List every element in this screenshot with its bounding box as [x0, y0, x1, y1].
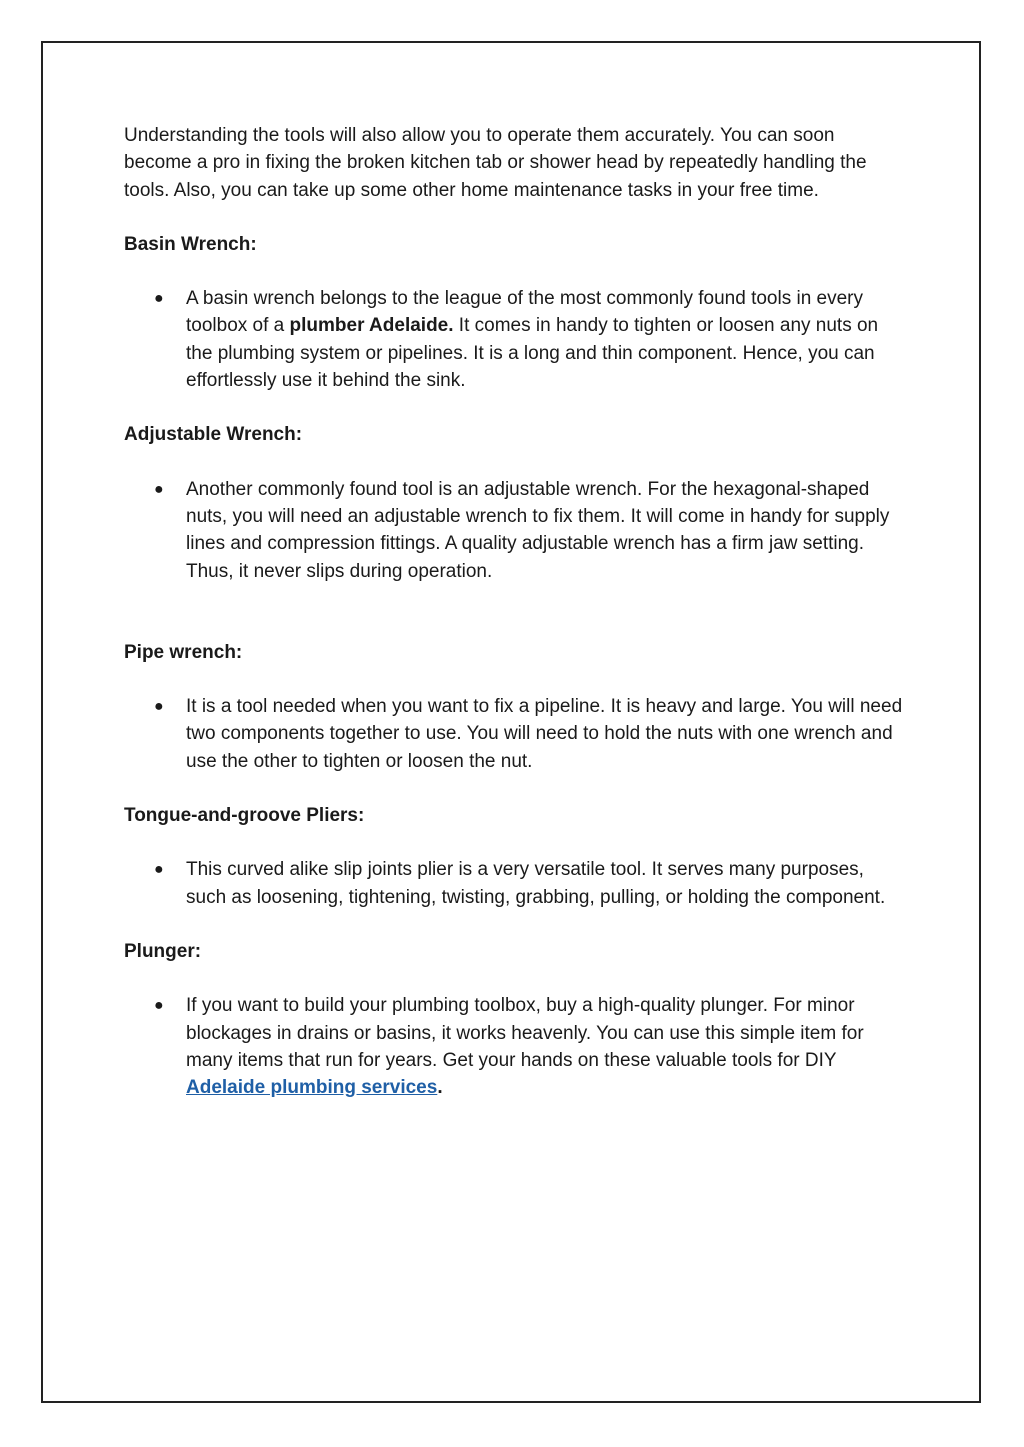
list-item-tongue-and-groove-pliers: [124, 856, 904, 911]
spacer: [124, 612, 904, 639]
bullet-text: This curved alike slip joints plier is a very versatile tool. It serves many purposes, such as loosening, tightening, twisting, grabbing, pulling, or holding the component.: [186, 859, 886, 908]
list-item-basin-wrench: [124, 285, 904, 394]
bullet-text: It is a tool needed when you want to fix a pipeline. It is heavy and large. You will need two components together to use. You will need to hold the nuts with one wrench and use the other to tighten or loosen the nut.: [186, 696, 903, 772]
adelaide-plumbing-services-link[interactable]: Adelaide plumbing services: [186, 1077, 438, 1099]
bullet-icon: ●: [154, 480, 164, 498]
bold-keyword: plumber Adelaide.: [289, 315, 454, 337]
intro-paragraph: Understanding the tools will also allow you to operate them accurately. You can soon become a pro in fixing the broken kitchen tab or shower head by repeatedly handling the tools. Also, you can take up some other home maintenance tasks in your free time.: [124, 125, 867, 201]
bullet-text: If you want to build your plumbing toolbox, buy a high-quality plunger. For minor blockages in drains or basins, it works heavenly. You can use this simple item for many items that run for years. Get your hands on these valuable tools for DIY: [186, 995, 864, 1071]
trailing-period: .: [437, 1077, 443, 1099]
document-body: [124, 122, 904, 1128]
section-heading-adjustable-wrench: Adjustable Wrench:: [124, 424, 303, 446]
bullet-text: A basin wrench belongs to the league of the most commonly found tools in every toolbox of a: [186, 288, 864, 337]
section-heading-tongue-and-groove-pliers: Tongue-and-groove Pliers:: [124, 805, 365, 827]
bullet-text: Another commonly found tool is an adjustable wrench. For the hexagonal-shaped nuts, you will need an adjustable wrench to fix them. It will come in handy for supply lines and compression fittings. A quality adjustable wrench has a firm jaw setting. Thus, it never slips during operation.: [186, 478, 890, 582]
section-heading-pipe-wrench: Pipe wrench:: [124, 641, 243, 663]
bullet-icon: ●: [154, 290, 164, 308]
list-item-plunger: [124, 992, 904, 1101]
list-item-adjustable-wrench: [124, 476, 904, 585]
section-heading-basin-wrench: Basin Wrench:: [124, 233, 257, 255]
bullet-text-continued: It comes in handy to tighten or loosen any nuts on the plumbing system or pipelines. It is a long and thin component. Hence, you can effortlessly use it behind the sink.: [186, 315, 879, 392]
bullet-icon: ●: [154, 698, 164, 716]
list-item-pipe-wrench: [124, 693, 904, 775]
section-heading-plunger: Plunger:: [124, 940, 202, 962]
bullet-icon: ●: [154, 997, 164, 1015]
bullet-icon: ●: [154, 861, 164, 879]
